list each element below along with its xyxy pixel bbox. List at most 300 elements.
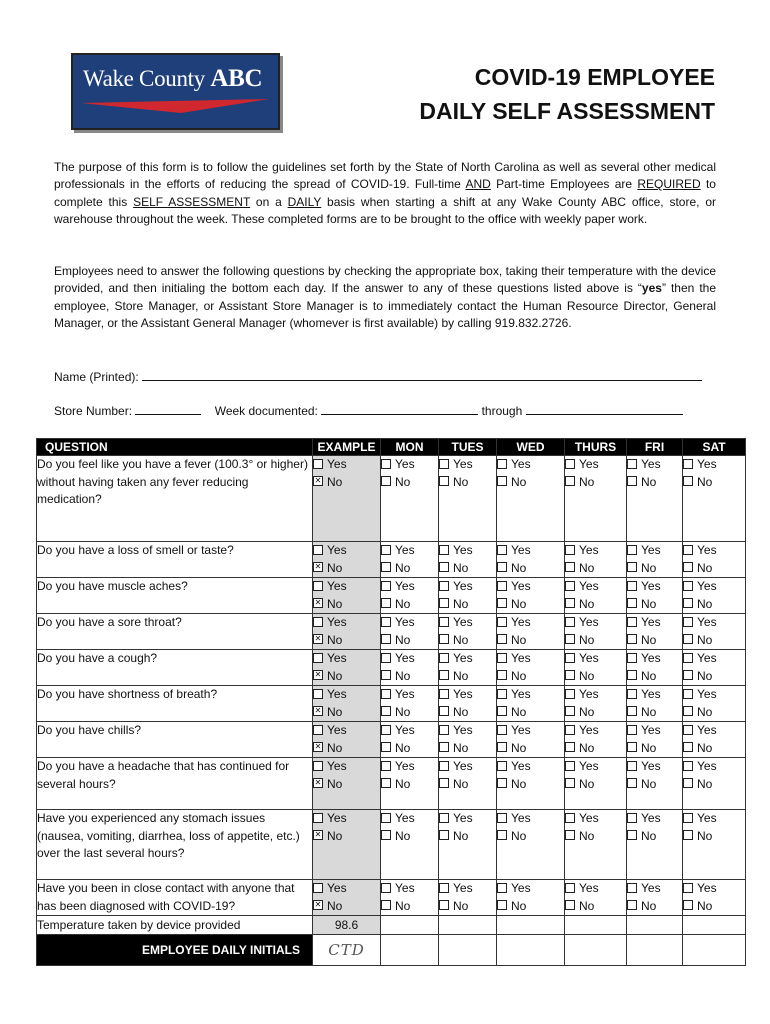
checkbox-icon[interactable] bbox=[439, 476, 449, 486]
checkbox-icon[interactable] bbox=[497, 581, 507, 591]
checkbox-icon[interactable] bbox=[565, 634, 575, 644]
option-no bbox=[497, 898, 564, 916]
option-label: No bbox=[395, 474, 411, 489]
option-yes bbox=[683, 758, 745, 776]
initials-thurs[interactable] bbox=[565, 935, 627, 966]
checkbox-icon[interactable] bbox=[497, 778, 507, 788]
checkbox-icon[interactable] bbox=[683, 476, 693, 486]
option-label: Yes bbox=[395, 881, 415, 895]
checked-checkbox-icon bbox=[313, 900, 323, 910]
options-mon bbox=[381, 578, 439, 614]
option-no bbox=[381, 776, 438, 794]
store-number-input[interactable] bbox=[135, 403, 201, 415]
temperature-thurs[interactable] bbox=[565, 916, 627, 935]
checkbox-icon[interactable] bbox=[497, 830, 507, 840]
checkbox-icon[interactable] bbox=[565, 725, 575, 735]
checkbox-icon[interactable] bbox=[565, 813, 575, 823]
checkbox-icon[interactable] bbox=[439, 900, 449, 910]
initials-mon[interactable] bbox=[381, 935, 439, 966]
option-label: Yes bbox=[511, 687, 531, 701]
option-label: Yes bbox=[327, 759, 347, 773]
checkbox-icon[interactable] bbox=[565, 900, 575, 910]
checkbox-icon[interactable] bbox=[683, 742, 693, 752]
options-example bbox=[313, 880, 381, 916]
header-example: EXAMPLE bbox=[313, 439, 381, 456]
checkbox-icon[interactable] bbox=[627, 581, 637, 591]
options-fri bbox=[627, 456, 683, 542]
option-label: No bbox=[327, 704, 343, 719]
option-label: No bbox=[697, 560, 713, 575]
checkbox-icon[interactable] bbox=[565, 706, 575, 716]
option-yes bbox=[497, 722, 564, 740]
options-example bbox=[313, 650, 381, 686]
checkbox-icon[interactable] bbox=[565, 598, 575, 608]
temperature-fri[interactable] bbox=[627, 916, 683, 935]
option-no bbox=[683, 740, 745, 758]
checkbox-icon[interactable] bbox=[497, 598, 507, 608]
options-wed bbox=[497, 542, 565, 578]
checkbox-icon[interactable] bbox=[497, 653, 507, 663]
option-yes bbox=[381, 722, 438, 740]
option-yes bbox=[627, 880, 682, 898]
checkbox-icon[interactable] bbox=[439, 706, 449, 716]
checkbox-icon[interactable] bbox=[683, 706, 693, 716]
logo-text: Wake County ABC bbox=[83, 65, 263, 92]
option-no bbox=[439, 776, 496, 794]
option-no bbox=[313, 474, 380, 492]
option-label: No bbox=[579, 560, 595, 575]
option-no bbox=[313, 740, 380, 758]
option-no bbox=[627, 596, 682, 614]
option-no bbox=[565, 704, 626, 722]
option-label: Yes bbox=[641, 759, 661, 773]
checkbox-icon[interactable] bbox=[565, 778, 575, 788]
checkbox-icon[interactable] bbox=[439, 598, 449, 608]
option-label: No bbox=[453, 560, 469, 575]
option-label: Yes bbox=[395, 723, 415, 737]
checkbox-icon[interactable] bbox=[627, 562, 637, 572]
option-label: No bbox=[327, 828, 343, 843]
option-no bbox=[683, 560, 745, 578]
checkbox-icon[interactable] bbox=[627, 778, 637, 788]
checkbox-icon[interactable] bbox=[439, 634, 449, 644]
options-wed bbox=[497, 880, 565, 916]
option-label: Yes bbox=[511, 615, 531, 629]
checkbox-icon[interactable] bbox=[381, 653, 391, 663]
options-tues bbox=[439, 578, 497, 614]
checkbox-icon[interactable] bbox=[627, 653, 637, 663]
checkbox-icon[interactable] bbox=[497, 742, 507, 752]
checked-checkbox-icon bbox=[313, 742, 323, 752]
checkbox-icon[interactable] bbox=[683, 653, 693, 663]
checkbox-icon[interactable] bbox=[683, 883, 693, 893]
option-yes bbox=[497, 880, 564, 898]
checkbox-icon[interactable] bbox=[627, 725, 637, 735]
checkbox-icon[interactable] bbox=[381, 778, 391, 788]
option-label: Yes bbox=[579, 759, 599, 773]
checkbox-icon[interactable] bbox=[683, 581, 693, 591]
checkbox-icon[interactable] bbox=[439, 562, 449, 572]
temperature-tues[interactable] bbox=[439, 916, 497, 935]
checkbox-icon[interactable] bbox=[683, 634, 693, 644]
question-row bbox=[37, 650, 746, 686]
question-row bbox=[37, 614, 746, 650]
option-no bbox=[381, 828, 438, 846]
option-no bbox=[439, 596, 496, 614]
option-no bbox=[381, 740, 438, 758]
option-label: Yes bbox=[395, 651, 415, 665]
option-yes bbox=[565, 810, 626, 828]
option-yes bbox=[313, 650, 380, 668]
option-no bbox=[627, 668, 682, 686]
name-input[interactable] bbox=[142, 369, 702, 381]
checkbox-icon bbox=[313, 761, 323, 771]
checkbox-icon[interactable] bbox=[381, 562, 391, 572]
checkbox-icon[interactable] bbox=[497, 883, 507, 893]
checkbox-icon[interactable] bbox=[683, 617, 693, 627]
checkbox-icon[interactable] bbox=[683, 725, 693, 735]
checkbox-icon[interactable] bbox=[565, 830, 575, 840]
temperature-wed[interactable] bbox=[497, 916, 565, 935]
option-yes bbox=[439, 614, 496, 632]
checkbox-icon[interactable] bbox=[381, 459, 391, 469]
checkbox-icon[interactable] bbox=[381, 725, 391, 735]
checkbox-icon[interactable] bbox=[381, 830, 391, 840]
option-label: Yes bbox=[395, 579, 415, 593]
options-thurs bbox=[565, 810, 627, 880]
option-no bbox=[683, 596, 745, 614]
checked-checkbox-icon bbox=[313, 562, 323, 572]
option-label: Yes bbox=[697, 759, 717, 773]
option-yes bbox=[497, 686, 564, 704]
option-no bbox=[439, 740, 496, 758]
checkbox-icon[interactable] bbox=[381, 761, 391, 771]
initials-fri[interactable] bbox=[627, 935, 683, 966]
option-label: No bbox=[453, 632, 469, 647]
checkbox-icon[interactable] bbox=[381, 670, 391, 680]
checkbox-icon[interactable] bbox=[627, 670, 637, 680]
option-yes bbox=[381, 880, 438, 898]
logo-swoosh-icon bbox=[81, 97, 269, 115]
checkbox-icon[interactable] bbox=[497, 617, 507, 627]
checkbox-icon[interactable] bbox=[565, 459, 575, 469]
checkbox-icon[interactable] bbox=[381, 742, 391, 752]
option-yes bbox=[381, 686, 438, 704]
option-label: No bbox=[395, 898, 411, 913]
initials-label: EMPLOYEE DAILY INITIALS bbox=[37, 935, 313, 966]
checkbox-icon[interactable] bbox=[381, 813, 391, 823]
option-label: Yes bbox=[511, 881, 531, 895]
checkbox-icon[interactable] bbox=[565, 581, 575, 591]
option-label: No bbox=[579, 740, 595, 755]
options-thurs bbox=[565, 758, 627, 810]
checkbox-icon[interactable] bbox=[627, 545, 637, 555]
checkbox-icon[interactable] bbox=[439, 830, 449, 840]
checkbox-icon[interactable] bbox=[439, 813, 449, 823]
option-yes bbox=[381, 456, 438, 474]
checkbox-icon[interactable] bbox=[439, 883, 449, 893]
option-label: No bbox=[641, 596, 657, 611]
checkbox-icon[interactable] bbox=[565, 545, 575, 555]
option-yes bbox=[313, 542, 380, 560]
checkbox-icon[interactable] bbox=[381, 545, 391, 555]
option-label: Yes bbox=[579, 687, 599, 701]
option-yes bbox=[313, 686, 380, 704]
option-yes bbox=[381, 578, 438, 596]
question-text: Do you have chills? bbox=[37, 722, 313, 758]
checkbox-icon[interactable] bbox=[565, 761, 575, 771]
option-no bbox=[439, 560, 496, 578]
checkbox-icon[interactable] bbox=[439, 689, 449, 699]
checkbox-icon[interactable] bbox=[627, 813, 637, 823]
checkbox-icon[interactable] bbox=[497, 562, 507, 572]
header-fri: FRI bbox=[627, 439, 683, 456]
checkbox-icon[interactable] bbox=[497, 761, 507, 771]
initials-wed[interactable] bbox=[497, 935, 565, 966]
option-label: Yes bbox=[579, 881, 599, 895]
option-no bbox=[381, 596, 438, 614]
checkbox-icon[interactable] bbox=[439, 670, 449, 680]
option-no bbox=[497, 740, 564, 758]
header-wed: WED bbox=[497, 439, 565, 456]
option-label: Yes bbox=[697, 579, 717, 593]
checkbox-icon[interactable] bbox=[381, 900, 391, 910]
option-yes bbox=[381, 542, 438, 560]
initials-tues[interactable] bbox=[439, 935, 497, 966]
checked-checkbox-icon bbox=[313, 476, 323, 486]
checkbox-icon[interactable] bbox=[627, 830, 637, 840]
option-label: No bbox=[453, 596, 469, 611]
options-wed bbox=[497, 650, 565, 686]
checkbox-icon[interactable] bbox=[497, 670, 507, 680]
checked-checkbox-icon bbox=[313, 598, 323, 608]
checkbox-icon[interactable] bbox=[565, 562, 575, 572]
checkbox-icon[interactable] bbox=[565, 653, 575, 663]
option-yes bbox=[565, 614, 626, 632]
option-label: No bbox=[453, 740, 469, 755]
options-thurs bbox=[565, 578, 627, 614]
checkbox-icon[interactable] bbox=[683, 598, 693, 608]
option-yes bbox=[381, 650, 438, 668]
initials-sat[interactable] bbox=[683, 935, 746, 966]
checkbox-icon bbox=[313, 883, 323, 893]
checkbox-icon[interactable] bbox=[627, 634, 637, 644]
options-tues bbox=[439, 686, 497, 722]
option-label: No bbox=[641, 632, 657, 647]
option-no bbox=[627, 898, 682, 916]
checkbox-icon[interactable] bbox=[381, 617, 391, 627]
option-label: No bbox=[327, 668, 343, 683]
checkbox-icon bbox=[313, 813, 323, 823]
option-label: No bbox=[511, 704, 527, 719]
week-end-input[interactable] bbox=[526, 403, 683, 415]
checkbox-icon[interactable] bbox=[497, 634, 507, 644]
option-label: No bbox=[453, 704, 469, 719]
purpose-paragraph: The purpose of this form is to follow the guidelines set forth by the State of North Carolina as well as several other medical professionals in the efforts of reducing the spread of COVID-19. Full-time AND Part-time Employees are REQUIRED to complete this SELF ASSESSMENT on a DAILY basis when starting a shift at any Wake County ABC office, store, or warehouse throughout the week. These completed forms are to be brought to the office with weekly paper work. bbox=[54, 160, 716, 226]
checkbox-icon[interactable] bbox=[381, 476, 391, 486]
checkbox-icon[interactable] bbox=[381, 581, 391, 591]
options-tues bbox=[439, 810, 497, 880]
option-yes bbox=[313, 614, 380, 632]
option-label: Yes bbox=[641, 687, 661, 701]
options-fri bbox=[627, 578, 683, 614]
option-label: No bbox=[641, 828, 657, 843]
checkbox-icon[interactable] bbox=[497, 689, 507, 699]
option-label: Yes bbox=[395, 687, 415, 701]
option-yes bbox=[565, 542, 626, 560]
option-label: No bbox=[395, 668, 411, 683]
option-no bbox=[683, 632, 745, 650]
option-no bbox=[381, 704, 438, 722]
option-yes bbox=[565, 578, 626, 596]
checkbox-icon[interactable] bbox=[497, 725, 507, 735]
option-yes bbox=[439, 758, 496, 776]
question-text: Do you have a headache that has continued for several hours? bbox=[37, 758, 313, 810]
options-wed bbox=[497, 614, 565, 650]
checkbox-icon[interactable] bbox=[627, 761, 637, 771]
checkbox-icon[interactable] bbox=[683, 562, 693, 572]
checkbox-icon[interactable] bbox=[439, 459, 449, 469]
checkbox-icon[interactable] bbox=[439, 742, 449, 752]
checkbox-icon[interactable] bbox=[381, 598, 391, 608]
options-mon bbox=[381, 614, 439, 650]
option-no bbox=[497, 828, 564, 846]
option-yes bbox=[439, 880, 496, 898]
checkbox-icon[interactable] bbox=[627, 883, 637, 893]
checkbox-icon[interactable] bbox=[381, 883, 391, 893]
option-no bbox=[439, 632, 496, 650]
checkbox-icon[interactable] bbox=[683, 900, 693, 910]
options-wed bbox=[497, 456, 565, 542]
checkbox-icon bbox=[313, 581, 323, 591]
checkbox-icon[interactable] bbox=[683, 670, 693, 680]
checkbox-icon[interactable] bbox=[683, 813, 693, 823]
question-text: Do you feel like you have a fever (100.3° or higher) without having taken any fever reducing medication? bbox=[37, 456, 313, 542]
checkbox-icon[interactable] bbox=[497, 813, 507, 823]
checkbox-icon[interactable] bbox=[439, 761, 449, 771]
checkbox-icon[interactable] bbox=[683, 689, 693, 699]
option-yes bbox=[683, 614, 745, 632]
option-label: Yes bbox=[395, 811, 415, 825]
option-yes bbox=[497, 758, 564, 776]
checkbox-icon[interactable] bbox=[627, 742, 637, 752]
initials-example-signature: CTD bbox=[328, 941, 365, 959]
checkbox-icon[interactable] bbox=[565, 617, 575, 627]
checkbox-icon[interactable] bbox=[627, 459, 637, 469]
checkbox-icon[interactable] bbox=[439, 725, 449, 735]
checkbox-icon[interactable] bbox=[565, 476, 575, 486]
option-label: No bbox=[327, 632, 343, 647]
option-label: No bbox=[395, 740, 411, 755]
option-no bbox=[627, 740, 682, 758]
option-yes bbox=[497, 650, 564, 668]
checkbox-icon[interactable] bbox=[497, 545, 507, 555]
checkbox-icon[interactable] bbox=[627, 689, 637, 699]
temperature-mon[interactable] bbox=[381, 916, 439, 935]
checkbox-icon[interactable] bbox=[439, 545, 449, 555]
option-no bbox=[439, 668, 496, 686]
checkbox-icon[interactable] bbox=[627, 900, 637, 910]
option-no bbox=[683, 474, 745, 492]
checked-checkbox-icon bbox=[313, 778, 323, 788]
option-yes bbox=[683, 686, 745, 704]
checkbox-icon[interactable] bbox=[683, 830, 693, 840]
week-start-input[interactable] bbox=[321, 403, 478, 415]
checkbox-icon bbox=[313, 459, 323, 469]
option-label: Yes bbox=[327, 543, 347, 557]
checkbox-icon[interactable] bbox=[627, 598, 637, 608]
checkbox-icon[interactable] bbox=[439, 653, 449, 663]
options-thurs bbox=[565, 456, 627, 542]
checkbox-icon[interactable] bbox=[683, 778, 693, 788]
option-label: No bbox=[511, 740, 527, 755]
temperature-row bbox=[37, 916, 746, 935]
checkbox-icon[interactable] bbox=[439, 617, 449, 627]
checkbox-icon[interactable] bbox=[627, 706, 637, 716]
checkbox-icon[interactable] bbox=[381, 634, 391, 644]
checkbox-icon[interactable] bbox=[627, 617, 637, 627]
options-sat bbox=[683, 614, 746, 650]
checkbox-icon[interactable] bbox=[565, 742, 575, 752]
option-label: Yes bbox=[453, 579, 473, 593]
header-tues: TUES bbox=[439, 439, 497, 456]
checkbox-icon[interactable] bbox=[683, 545, 693, 555]
checkbox-icon[interactable] bbox=[439, 778, 449, 788]
option-no bbox=[683, 828, 745, 846]
option-label: Yes bbox=[395, 543, 415, 557]
option-no bbox=[313, 828, 380, 846]
option-yes bbox=[497, 810, 564, 828]
checkbox-icon[interactable] bbox=[565, 883, 575, 893]
checkbox-icon bbox=[313, 689, 323, 699]
checkbox-icon[interactable] bbox=[497, 900, 507, 910]
option-label: No bbox=[697, 776, 713, 791]
option-no bbox=[627, 560, 682, 578]
option-no bbox=[497, 776, 564, 794]
checkbox-icon[interactable] bbox=[497, 476, 507, 486]
checkbox-icon[interactable] bbox=[497, 706, 507, 716]
option-label: Yes bbox=[511, 457, 531, 471]
temperature-sat[interactable] bbox=[683, 916, 746, 935]
checkbox-icon[interactable] bbox=[683, 459, 693, 469]
option-label: No bbox=[511, 632, 527, 647]
checkbox-icon[interactable] bbox=[381, 689, 391, 699]
option-label: Yes bbox=[511, 543, 531, 557]
option-no bbox=[497, 632, 564, 650]
checkbox-icon[interactable] bbox=[627, 476, 637, 486]
option-yes bbox=[627, 810, 682, 828]
option-label: No bbox=[395, 632, 411, 647]
option-no bbox=[439, 898, 496, 916]
options-sat bbox=[683, 542, 746, 578]
option-yes bbox=[683, 650, 745, 668]
question-row bbox=[37, 810, 746, 880]
option-label: No bbox=[579, 474, 595, 489]
checkbox-icon[interactable] bbox=[565, 670, 575, 680]
checkbox-icon[interactable] bbox=[497, 459, 507, 469]
checkbox-icon[interactable] bbox=[439, 581, 449, 591]
options-thurs bbox=[565, 542, 627, 578]
option-label: Yes bbox=[395, 759, 415, 773]
checkbox-icon[interactable] bbox=[565, 689, 575, 699]
checkbox-icon[interactable] bbox=[683, 761, 693, 771]
option-yes bbox=[683, 880, 745, 898]
checkbox-icon[interactable] bbox=[381, 706, 391, 716]
option-label: Yes bbox=[395, 615, 415, 629]
option-label: Yes bbox=[579, 543, 599, 557]
option-label: No bbox=[453, 776, 469, 791]
option-yes bbox=[565, 686, 626, 704]
